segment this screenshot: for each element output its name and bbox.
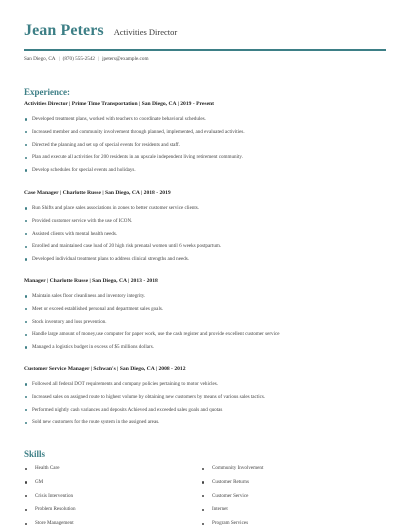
skill-item: Health Care [24, 462, 76, 476]
job-bullet: Followed all federal DOT requirements and company policies pertaining to motor vehicles. [24, 378, 386, 391]
skill-item: Internet [201, 503, 263, 517]
job-bullet: Directed the planning and set up of special events for residents and staff. [24, 139, 386, 152]
job-bullets [24, 378, 386, 429]
experience-heading: Experience: [24, 87, 70, 97]
job-bullet: Increased member and community involvement through planned, implemented, and evaluated activities. [24, 126, 386, 139]
job-bullet: Increased sales on assigned route to highest volume by obtaining new customers by means of various sales tactics. [24, 391, 386, 404]
skill-item: Customer Service [201, 490, 263, 504]
job-bullet: Sold new customers for the route system in the assigned areas. [24, 416, 386, 429]
job-bullets [24, 113, 386, 177]
job-bullets [24, 202, 386, 266]
job-title: Activities Director | Prime Time Transportation | San Diego, CA | 2019 - Present [24, 101, 215, 107]
skill-item: GM [24, 476, 76, 490]
contact-line [24, 56, 148, 62]
job-title: Manager | Charlotte Russe | San Diego, CA | 2013 - 2018 [24, 278, 158, 284]
job-entry [24, 366, 386, 429]
job-bullet: Assisted clients with mental health needs. [24, 228, 386, 241]
contact-email[interactable]: jpeters@example.com [102, 56, 149, 62]
job-title: Case Manager | Charlotte Russe | San Diego, CA | 2018 - 2019 [24, 190, 171, 196]
skills-heading: Skills [24, 449, 46, 459]
skills-column-left [24, 462, 76, 531]
job-bullet: Stock inventory and loss prevention. [24, 316, 386, 329]
resume-header [24, 22, 386, 40]
skill-item: Store Management [24, 517, 76, 531]
job-bullet: Enrolled and maintained case load of 20 high risk prenatal women until 6 weeks postpartum. [24, 240, 386, 253]
job-bullet: Developed treatment plans, worked with teachers to coordinate behavioral schedules. [24, 113, 386, 126]
contact-separator: | [98, 56, 100, 62]
contact-phone: (870) 555-2542 [62, 56, 96, 62]
job-title-headline: Activities Director [113, 27, 178, 37]
job-bullet: Develop schedules for special events and holidays. [24, 164, 386, 177]
job-bullet: Performed nightly cash variances and deposits Achieved and exceeded sales goals and quotas [24, 404, 386, 417]
skill-item: Crisis Intervention [24, 490, 76, 504]
job-bullet: Developed individual treatment plans to address clinical strengths and needs. [24, 253, 386, 266]
candidate-name: Jean Peters [24, 22, 104, 39]
skill-item: Problem Resolution [24, 503, 76, 517]
job-bullet: Maintain sales floor cleanliness and inventory integrity. [24, 290, 386, 303]
job-bullet: Meet or exceed established personal and department sales goals. [24, 303, 386, 316]
job-bullet: Run Shifts and place sales associations in zones to better customer service clients. [24, 202, 386, 215]
skill-item: Customer Returns [201, 476, 263, 490]
skills-column-right [201, 462, 263, 531]
contact-location: San Diego, CA [24, 56, 56, 62]
job-bullet: Provided customer service with the use of ICON. [24, 215, 386, 228]
skill-item: Program Services [201, 517, 263, 531]
job-title: Customer Service Manager | Schwan's | San Diego, CA | 2008 - 2012 [24, 366, 186, 372]
job-bullet: Handle large amount of money,use computer for paper work, use the cash register and provide excellent customer service [24, 328, 386, 341]
job-entry [24, 190, 386, 266]
name-line [24, 22, 386, 40]
job-entry [24, 278, 386, 354]
job-bullet: Managed a logistics budget in excess of $5 millions dollars. [24, 341, 386, 354]
header-divider [24, 49, 386, 51]
job-entry [24, 101, 386, 177]
skill-item: Community Involvement [201, 462, 263, 476]
contact-separator: | [58, 56, 60, 62]
job-bullet: Plan and execute all activities for 200 residents in an upscale independent living retirement community. [24, 151, 386, 164]
job-bullets [24, 290, 386, 354]
